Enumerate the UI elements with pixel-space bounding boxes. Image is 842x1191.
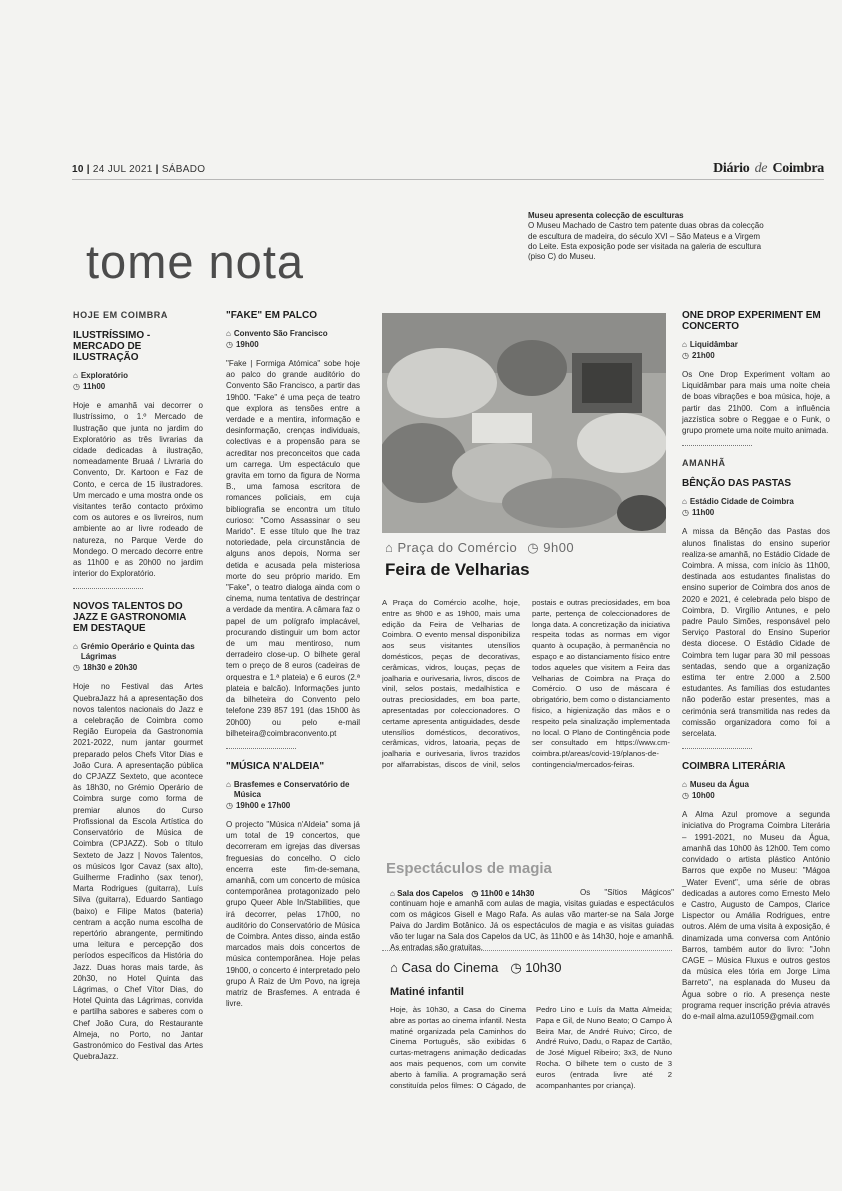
location-icon: ⌂ bbox=[385, 540, 394, 555]
place-text: Liquidâmbar bbox=[689, 340, 738, 349]
cinema-body bbox=[390, 1005, 672, 1091]
divider bbox=[682, 445, 752, 446]
time-text: 18h30 e 20h30 bbox=[82, 663, 138, 673]
teaser-title: Museu apresenta colecção de esculturas bbox=[528, 211, 684, 220]
event-place bbox=[226, 329, 360, 339]
event-place bbox=[682, 340, 830, 350]
headline-jazz: NOVOS TALENTOS DO JAZZ E GASTRONOMIA EM DESTAQUE bbox=[73, 601, 186, 635]
location-icon: ⌂ bbox=[73, 642, 78, 652]
location-icon: ⌂ bbox=[390, 889, 395, 898]
magic-body: Os "Sítios Mágicos" continuam hoje e amanhã com aulas de magia, visitas guiadas e espectáculos com os mágicos Gisell e Mago Rafa. As aulas vão marter-se na Sala Jorge Paiva do Jardim Botânico. Já os espectáculos de magia e as visitas guiadas vão ter lugar na Sala dos Capelos da UC, às 11h00 e às 14h30, hoje e amanhã. As entradas são gratuitas. bbox=[390, 888, 674, 952]
article-body: Hoje, às 10h30, a Casa do Cinema abre as portas ao cinema infantil. Nesta matiné organizada pela Caminhos do Cinema Português, são exibidas 6 curtas-metragens animação dedicadas aos mais pequenos, com um convite aberto à família. A programação será constituída pelos filmes: O Cágado, de Pedro Lino e Luís da Matta Almeida; Papa e Gil, de Nuno Beato; O Campo À Beira Mar, de André Ruivo; Circo, de André Ruivo, Dadu, o Rapaz de Cartão, de José Miguel Ribeiro; 3x3, de Nuno Rocha. O bilhete tem o custo de 3 euros (entrada livre até 2 acompanhantes por criança). bbox=[390, 1005, 672, 1090]
article-body: O projecto "Música n'Aldeia" soma já um total de 19 concertos, que decorreram em igrejas das diversas freguesias do concelho. O ciclo encerra este fim-de-semana, amanhã, com um concerto de música contemporânea protagonizado pelo grupo Queer Able In/Stabilities, que irá decorrer, pelas 17h00, no auditório do Conservatório de Música de Coimbra. Antes disso, ainda estão marcados mais dois concertos de música contemporânea. Hoje pelas 19h00, o concerto é interpretado pelo grupo À Raiz de Um Povo, na igreja matriz de Brasfemes. A entrada é livre. bbox=[226, 819, 360, 1009]
place-text: Estádio Cidade de Coimbra bbox=[689, 497, 794, 507]
cinema-meta bbox=[390, 960, 561, 976]
time-text: 11h00 bbox=[82, 382, 106, 392]
divider bbox=[382, 950, 672, 951]
place-text: Praça do Comércio bbox=[397, 540, 518, 555]
time-text: 9h00 bbox=[543, 540, 575, 555]
event-place bbox=[682, 497, 830, 507]
time-text: 11h00 bbox=[691, 508, 715, 518]
clock-icon: ◷ bbox=[226, 340, 233, 349]
place-text: Casa do Cinema bbox=[401, 960, 499, 975]
headline-musica: "MÚSICA N'ALDEIA" bbox=[226, 760, 325, 772]
feature-body bbox=[382, 598, 670, 771]
event-time bbox=[73, 663, 203, 673]
event-time bbox=[682, 508, 830, 518]
article-body: Os One Drop Experiment voltam ao Liquidâmbar para mais uma noite cheia de boas vibrações e boa música, hoje, a partir das 21h00. Com a influência jazzística sobre o Reggae e o Funk, o grupo promete uma noite muito animada. bbox=[682, 370, 830, 436]
time-text: 19h00 e 17h00 bbox=[235, 800, 291, 810]
headline-one-drop: ONE DROP EXPERIMENT EM CONCERTO bbox=[682, 310, 821, 332]
place-text: Sala dos Capelos bbox=[397, 889, 464, 898]
article-body: A Praça do Comércio acolhe, hoje, entre as 9h00 e as 19h00, mais uma edição da Feira de Velharias de Coimbra. O evento mensal disponibiliza aos seus visitantes utensílios domésticos, peças de decorativas, cerâmicas, vidros, louças, peças de joalharia e ourivesaria, livros, discos de vinil, selos postais, medalhística e outras preciosidades, em boa parte, apresentadas por coleccionadores. O certame apresenta antiguidades, desde utensílios domésticos, decorativos, cerâmicas, vidros, latoaria, peças de joalharia e ourivesaria, livros trazidos por alfarrabistas, discos de vinil, selos postais e outras preciosidades, em boa parte, pertença de coleccionadores de longa data. A concretização da iniciativa respeita todas as normas em vigor quanto à ocupação, à permanência no espaço e ao distanciamento físico entre todos aqueles que visitem a Feira das Velharias de Coimbra na Praça do Comércio. O uso de máscara é obrigatório, bem como o distanciamento físico, a higienização das mãos e o respeito pela sinalização implementada no local. O Plano de Contingência pode ser consultado em https://www.cm-coimbra.pt/areas/covid-19/planos-de-contingencia/mercados-feiras. bbox=[382, 598, 670, 769]
event-time bbox=[226, 801, 360, 811]
column-d bbox=[682, 310, 830, 1022]
clock-icon: ◷ bbox=[73, 382, 80, 392]
masthead-right: Coimbra bbox=[772, 161, 824, 176]
market-stall-image bbox=[382, 313, 666, 533]
place-text: Grémio Operário e Quinta das Lágrimas bbox=[80, 642, 195, 662]
place-text: Convento São Francisco bbox=[233, 329, 328, 338]
headline-bencao: BÊNÇÃO DAS PASTAS bbox=[682, 478, 792, 490]
place-text: Exploratório bbox=[80, 371, 128, 381]
page-header bbox=[72, 163, 824, 180]
section-title: tome nota bbox=[86, 235, 305, 288]
time-text: 10h00 bbox=[691, 791, 715, 801]
event-place bbox=[385, 540, 517, 556]
event-place bbox=[73, 371, 203, 381]
magic-title: Espectáculos de magia bbox=[386, 860, 552, 877]
divider bbox=[682, 748, 752, 749]
feature-meta bbox=[385, 540, 574, 556]
divider bbox=[226, 748, 296, 749]
place-text: Brasfemes e Conservatório de Música bbox=[233, 779, 350, 799]
feira-photo bbox=[382, 313, 666, 533]
time-text: 21h00 bbox=[691, 351, 715, 360]
article-body: Hoje e amanhã vai decorrer o Ilustríssimo, o 1.º Mercado de Ilustração que junta no jardim do Exploratório as três livrarias da cidade dedicadas à ilustração, nomeadamente Bruaá / Livraria do Convento, Dr. Kartoon e Faz de Conto, e cerca de 15 ilustradores. Um mercado e uma mostra onde os visitantes terão contacto próximo com os autores e os livreiros, num ambiente ao ar livre rodeado de natureza, no Parque Verde do Mondego. O mercado decorre entre as 11h00 e as 20h00 no jardim interior do Exploratório. bbox=[73, 401, 203, 579]
time-text: 11h00 e 14h30 bbox=[480, 889, 535, 898]
event-place bbox=[682, 780, 830, 790]
clock-icon: ◷ bbox=[682, 508, 689, 518]
event-time bbox=[226, 340, 360, 350]
column-hoje bbox=[73, 310, 203, 1062]
folio: 10 | 24 JUL 2021 | SÁBADO bbox=[72, 164, 206, 175]
divider bbox=[73, 588, 143, 589]
feature-title: Feira de Velharias bbox=[385, 560, 530, 579]
masthead-mid: de bbox=[754, 161, 768, 176]
time-text: 10h30 bbox=[525, 960, 562, 975]
location-icon: ⌂ bbox=[682, 780, 687, 790]
location-icon: ⌂ bbox=[226, 779, 231, 789]
headline-fake: "FAKE" EM PALCO bbox=[226, 310, 317, 321]
page-number: 10 bbox=[72, 164, 84, 175]
weekday: SÁBADO bbox=[161, 164, 206, 175]
location-icon: ⌂ bbox=[390, 960, 398, 975]
event-time bbox=[682, 351, 830, 361]
article-body: "Fake | Formiga Atómica" sobe hoje ao palco do grande auditório do Convento São Francisco, a partir das 19h00. "Fake" é uma peça de teatro que explora as tensões entre a verdade e a mentira, informação e desinformação, crenças individuais, colectivas e a propensão para se acreditar nos preconceitos que cada um carrega. Um espectáculo que gravita em torno da figura de Norma B., uma famosa escritora de romances policiais, em cuja bibliografia se encontra um título curioso: "Como Assassinar o seu Marido". E esse título que lhe traz notoriedade, pela circunstância de alguns anos depois, Norma ser detida e acusada pela misteriosa morte do seu próprio marido. Em "Fake", o teatro dialoga ainda com o cinema, numa tentativa de destrinçar a verdade da mentira. A câmara faz o papel de um polígrafo implacável, procurando distinguir um bom actor de um mau mentiroso, num derradeiro close-up. O bilhete geral tem o preço de 8 euros (cadeiras de orquestra e 1.ª plateia) e 6 euros (2.ª plateia e balcão). Informações junto da bilheteira do Convento pelo telefone 239 857 191 (das 15h00 às 20h00) ou pelo e-mail bilheteira@coimbraconvento.pt bbox=[226, 359, 360, 738]
event-place bbox=[390, 960, 498, 976]
event-time bbox=[73, 382, 203, 392]
time-text: 19h00 bbox=[235, 340, 259, 349]
teaser-body: O Museu Machado de Castro tem patente duas obras da colecção de escultura de madeira, do século XVI – São Mateus e a Virgem do Leite. Esta exposição pode ser visitada na galeria de escultura (piso C) do Museu. bbox=[528, 221, 764, 262]
event-time bbox=[510, 960, 561, 976]
article-body: A missa da Bênção das Pastas dos alunos finalistas do ensino superior realiza-se amanhã, no Estádio Cidade de Coimbra. A missa, com início às 11h00, destinada aos estudantes finalistas do ensino superior de Coimbra dos anos de 2020 e 2021, é celebrada pelo bispo de Coimbra, D. Virgílio Antunes, e pelo padre Paulo Simões, responsável pelo Serviço Pastoral do Ensino Superior desta diocese. O Estádio Cidade de Coimbra tem lugar para 30 mil pessoas sentadas, sendo que a organização estima ter entre 2.000 a 2.500 estudantes. As famílias dos estudantes não poderão estar presentes, mas a cerimónia será transmitida nas redes da comissão organizadora como foi a sercelata. bbox=[682, 527, 830, 739]
event-place bbox=[226, 780, 360, 800]
location-icon: ⌂ bbox=[73, 371, 78, 381]
event-time bbox=[527, 540, 574, 556]
column-b bbox=[226, 310, 360, 1009]
clock-icon: ◷ bbox=[226, 800, 233, 810]
clock-icon: ◷ bbox=[471, 889, 479, 898]
museum-teaser bbox=[528, 211, 768, 262]
clock-icon: ◷ bbox=[527, 540, 540, 555]
kicker-amanha: AMANHÃ bbox=[682, 458, 726, 469]
article-body: Hoje no Festival das Artes QuebraJazz há a apresentação dos novos talentos nacionais do Jazz e a celebração de Coimbra como Região Europeia da Gastronomia 2021-2022, num jantar gourmet preparado pelos Chefs Vitor Dias e João Cura. A apresentação pública do CPJAZZ Sexteto, que acontece às 18h30, no Grémio Operário de Coimbra surge como forma de premiar alunos do Curso Profissional da Escola Artística do Conservatório de Música de Coimbra (CPJAZZ). Sob o título Sexteto de Jazz | Novos Talentos, os músicos Igor Cavaz (sax alto), Guilherme Fradinho (sax tenor), Marta Rodrigues (guitarra), Luís Silva (guitarra), Eduardo Santiago (baixo) e Filipe Matos (bateria) centram a acção numa escolha de repertório abrangente, permitindo uma leitura e percepção dos períodos específicos da História do Jazz. Duas horas mais tarde, às 20h30, no Hotel Quinta das Lágrimas, o Chef Vítor Dias, do Hotel Quinta das Lágrimas, convida e partilha sabores e saberes com o Chef João Cura, do Restaurante Almeja, no Porto, no Jantar Gastronómico do Festival das Artes QuebraJazz. bbox=[73, 682, 203, 1062]
location-icon: ⌂ bbox=[226, 329, 231, 338]
clock-icon: ◷ bbox=[73, 663, 80, 673]
location-icon: ⌂ bbox=[682, 497, 687, 507]
clock-icon: ◷ bbox=[682, 791, 689, 801]
issue-date: 24 JUL 2021 bbox=[92, 164, 153, 175]
headline-ilustrissimo: ILUSTRÍSSIMO - MERCADO DE ILUSTRAÇÃO bbox=[73, 330, 151, 364]
masthead-logo bbox=[713, 161, 824, 177]
clock-icon: ◷ bbox=[510, 960, 522, 975]
event-place bbox=[73, 642, 203, 662]
place-text: Museu da Água bbox=[689, 780, 749, 790]
masthead-left: Diário bbox=[713, 161, 750, 176]
event-time bbox=[682, 791, 830, 801]
headline-coimbra-literaria: COIMBRA LITERÁRIA bbox=[682, 761, 786, 773]
article-body: A Alma Azul promove a segunda iniciativa do Programa Coimbra Literária – 1991-2021, no Museu da Água, amanhã das 10h00 às 12h00. Tem como convidado o artista plástico António Barros que expõe no Museu: "Mágoa _Water Event", uma série de obras dedicadas a autores como Ernesto Melo e Castro, Augusto de Campos, Clarice Lispector ou Amália Rodrigues, entre outros. Além de uma visita à exposição, é dinamizada uma conversa com António Barros, também autor do livro: "John CAGE – Música Fluxus e outros gestos da música eles tória em Jorge Lima Barreto", na esplanada do Museu da Água sobre o rio. A presença neste programa requer inscrição prévia através do e-mail alma.azul1059@gmail.com bbox=[682, 810, 830, 1021]
newspaper-page bbox=[60, 160, 835, 1170]
clock-icon: ◷ bbox=[682, 351, 689, 360]
location-icon: ⌂ bbox=[682, 340, 687, 349]
kicker-hoje: HOJE EM COIMBRA bbox=[73, 310, 169, 320]
cinema-title: Matiné infantil bbox=[390, 986, 464, 998]
